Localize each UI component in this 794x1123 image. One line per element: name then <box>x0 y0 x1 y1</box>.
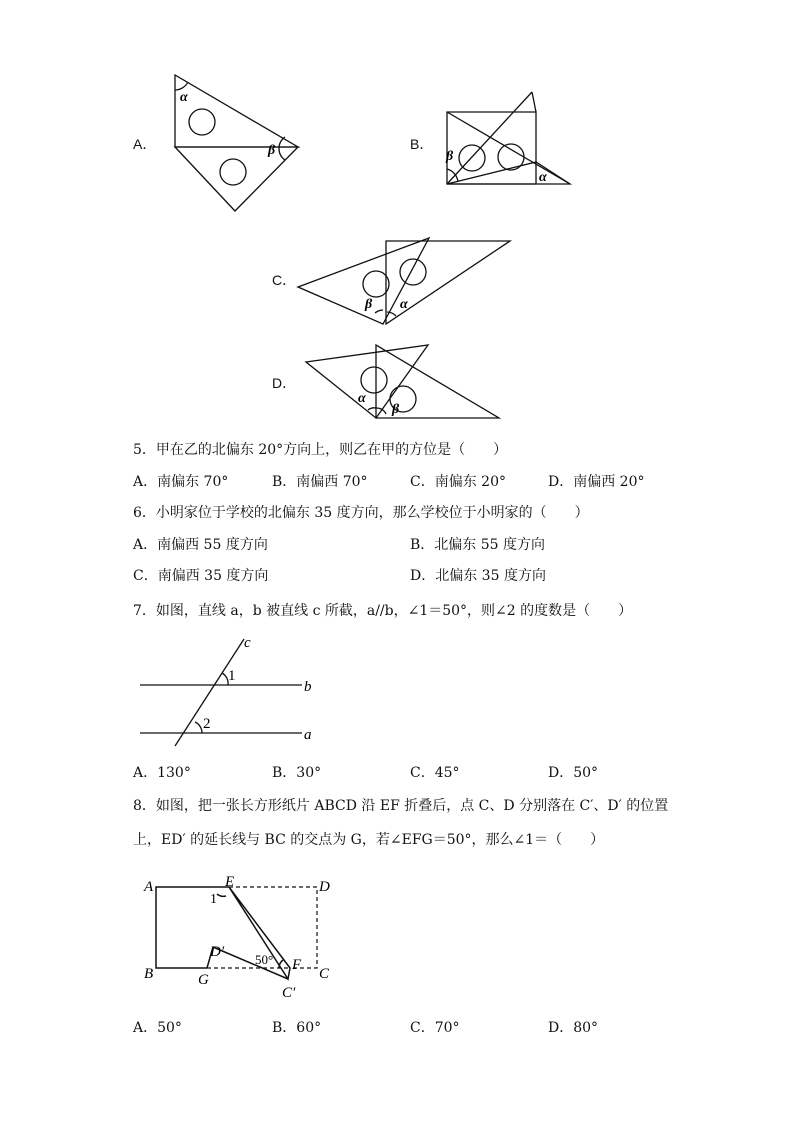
q8-option-a[interactable]: A．50° <box>133 1020 182 1036</box>
q5-stem: 5．甲在乙的北偏东 20°方向上，则乙在甲的方位是（ ） <box>133 442 508 458</box>
q8-point-dprime: D′ <box>210 944 225 960</box>
q8-point-d: D <box>319 879 330 895</box>
q4-option-b-figure <box>440 90 580 190</box>
q6-option-c[interactable]: C．南偏西 35 度方向 <box>133 568 269 584</box>
q8-figure <box>140 872 340 1002</box>
q4b-alpha: α <box>539 170 547 185</box>
q8-point-f: F <box>292 957 302 973</box>
q7-option-b[interactable]: B．30° <box>272 765 322 781</box>
q7-figure <box>130 632 330 752</box>
q4b-beta: β <box>446 149 454 164</box>
q4-option-d-label[interactable]: D． <box>272 375 297 391</box>
q4d-beta: β <box>392 402 400 417</box>
q8-point-a: A <box>144 879 154 895</box>
q6-option-a[interactable]: A．南偏西 55 度方向 <box>133 537 268 553</box>
q7-line-b: b <box>304 679 312 695</box>
q6-option-b[interactable]: B．北偏东 55 度方向 <box>410 537 546 553</box>
q6-stem: 6．小明家位于学校的北偏东 35 度方向，那么学校位于小明家的（ ） <box>133 505 589 521</box>
q6-option-d[interactable]: D．北偏东 35 度方向 <box>410 568 546 584</box>
q8-stem-line1: 8．如图，把一张长方形纸片 ABCD 沿 EF 折叠后，点 C、D 分别落在 C′、D′ 的位置 <box>133 798 669 814</box>
q7-option-c[interactable]: C．45° <box>410 765 460 781</box>
q8-point-e: E <box>225 874 235 890</box>
q4-option-c-figure <box>295 234 515 329</box>
q7-angle-2: 2 <box>203 716 211 732</box>
q8-option-c[interactable]: C．70° <box>410 1020 460 1036</box>
q7-option-a[interactable]: A．130° <box>133 765 191 781</box>
q5-option-b[interactable]: B．南偏西 70° <box>272 474 368 490</box>
q8-point-b: B <box>144 966 154 982</box>
q7-line-a: a <box>304 727 312 743</box>
q4-option-c-label[interactable]: C． <box>272 272 297 288</box>
q7-stem: 7．如图，直线 a，b 被直线 c 所截，a//b，∠1＝50°，则∠2 的度数是（ ） <box>133 603 633 619</box>
q8-angle-50: 50° <box>255 952 274 967</box>
q5-option-c[interactable]: C．南偏东 20° <box>410 474 506 490</box>
q4c-beta: β <box>365 297 373 312</box>
q8-option-d[interactable]: D．80° <box>548 1020 599 1036</box>
q8-point-c: C <box>319 966 330 982</box>
q8-angle-1: 1 <box>210 892 217 907</box>
q8-option-b[interactable]: B．60° <box>272 1020 322 1036</box>
q4-option-a-figure <box>165 68 310 218</box>
q4d-alpha: α <box>358 391 366 406</box>
q8-point-g: G <box>198 972 209 988</box>
q4-option-a-label[interactable]: A． <box>133 136 157 152</box>
q4a-beta: β <box>268 143 276 158</box>
q7-angle-1: 1 <box>228 668 236 684</box>
q4c-alpha: α <box>400 297 408 312</box>
q8-stem-line2: 上，ED′ 的延长线与 BC 的交点为 G，若∠EFG＝50°，那么∠1＝（ ） <box>133 832 605 848</box>
q5-option-a[interactable]: A．南偏东 70° <box>133 474 229 490</box>
q4a-alpha: α <box>180 90 188 105</box>
q4-option-b-label[interactable]: B． <box>410 136 434 152</box>
q7-line-c: c <box>244 635 251 651</box>
q8-point-cprime: C′ <box>282 985 296 1001</box>
q7-option-d[interactable]: D．50° <box>548 765 599 781</box>
q5-option-d[interactable]: D．南偏西 20° <box>548 474 645 490</box>
q4-option-d-figure <box>300 340 505 425</box>
